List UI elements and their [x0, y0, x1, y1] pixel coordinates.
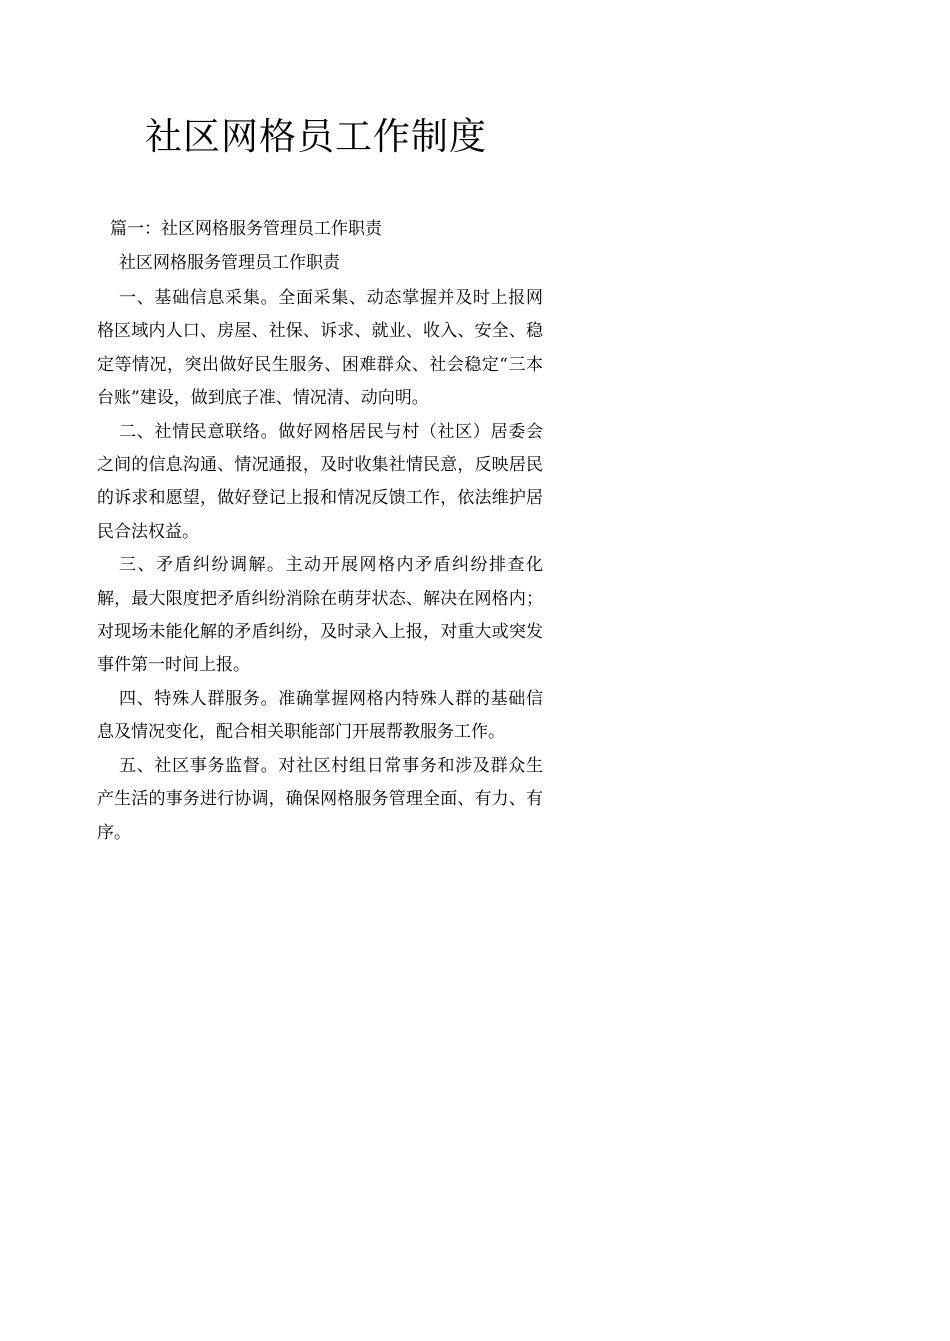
paragraph-special-groups-service: 四、特殊人群服务。准确掌握网格内特殊人群的基础信息及情况变化，配合相关职能部门开展帮教服务工作。 [97, 688, 543, 743]
paragraph-community-affairs-supervision: 五、社区事务监督。对社区村组日常事务和涉及群众生产生活的事务进行协调，确保网格服务管理全面、有力、有序。 [97, 755, 543, 843]
paragraph-dispute-mediation: 三、矛盾纠纷调解。主动开展网格内矛盾纠纷排查化解，最大限度把矛盾纠纷消除在萌芽状态、解决在网格内；对现场未能化解的矛盾纠纷，及时录入上报，对重大或突发事件第一时间上报。 [97, 555, 543, 676]
sub-heading: 社区网格服务管理员工作职责 [119, 253, 340, 273]
document-title: 社区网格员工作制度 [145, 115, 487, 158]
section-heading: 篇一：社区网格服务管理员工作职责 [110, 219, 382, 239]
paragraph-public-opinion-liaison: 二、社情民意联络。做好网格居民与村（社区）居委会之间的信息沟通、情况通报，及时收集社情民意，反映居民的诉求和愿望，做好登记上报和情况反馈工作，依法维护居民合法权益。 [97, 421, 543, 542]
body-text [97, 282, 543, 850]
paragraph-basic-info-collection: 一、基础信息采集。全面采集、动态掌握并及时上报网格区域内人口、房屋、社保、诉求、就业、收入、安全、稳定等情况，突出做好民生服务、困难群众、社会稳定“三本台账”建设，做到底子准、情况清、动向明。 [97, 288, 543, 409]
